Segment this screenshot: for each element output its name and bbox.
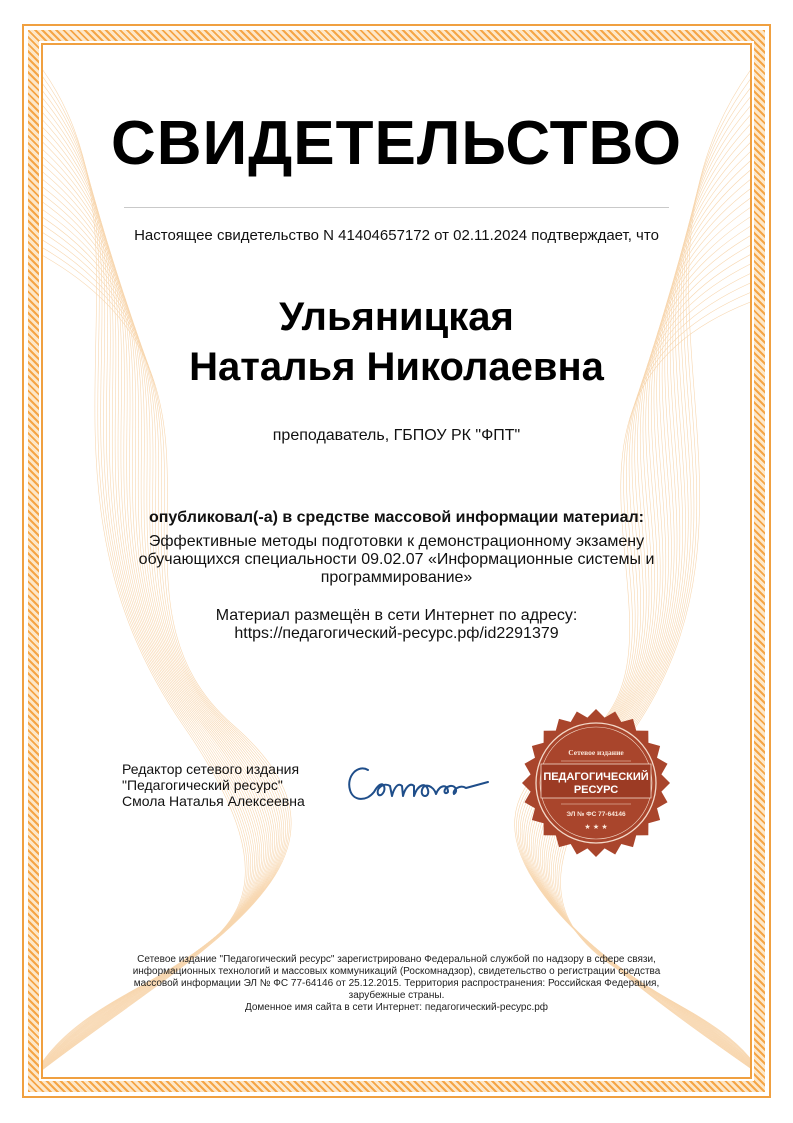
recipient-name bbox=[0, 292, 793, 392]
recipient-surname: Ульяницкая bbox=[279, 295, 514, 339]
registration-text: Сетевое издание "Педагогический ресурс" зарегистрировано Федеральной службой по надзору в сфере связи, информационных технологий и массовых коммуникаций (Роскомнадзор), свидетельство о регистрации средства массовой информации ЭЛ № ФС 77-64146 от 25.12.2015. Территория распространения: Российская Федерация, зарубежные страны. bbox=[132, 954, 661, 1001]
editor-name: Смола Наталья Алексеевна bbox=[122, 793, 305, 809]
svg-text:Сетевое издание: Сетевое издание bbox=[568, 748, 624, 757]
publisher-stamp bbox=[521, 703, 671, 863]
address-url: https://педагогический-ресурс.рф/id2291379 bbox=[234, 625, 559, 642]
recipient-given-names: Наталья Николаевна bbox=[189, 345, 604, 389]
svg-text:ЭЛ № ФС 77-64146: ЭЛ № ФС 77-64146 bbox=[566, 811, 626, 818]
certificate-intro: Настоящее свидетельство N 41404657172 от 02.11.2024 подтверждает, что bbox=[134, 227, 659, 244]
recipient-position: преподаватель, ГБПОУ РК "ФПТ" bbox=[272, 427, 521, 444]
editor-block bbox=[122, 761, 342, 809]
editor-publication: "Педагогический ресурс" bbox=[122, 777, 283, 793]
editor-signature bbox=[340, 752, 490, 812]
address-label: Материал размещён в сети Интернет по адресу: bbox=[215, 607, 578, 624]
certificate-title: СВИДЕТЕЛЬСТВО bbox=[111, 109, 682, 178]
material-address bbox=[0, 607, 793, 643]
material-title: Эффективные методы подготовки к демонстрационному экзамену обучающихся специальности 09.02.07 «Информационные системы и программирование» bbox=[138, 533, 655, 586]
svg-text:★ ★ ★: ★ ★ ★ bbox=[584, 823, 608, 831]
svg-text:ПЕДАГОГИЧЕСКИЙ: ПЕДАГОГИЧЕСКИЙ bbox=[543, 771, 649, 783]
registration-footer bbox=[120, 954, 673, 1014]
published-label: опубликовал(-а) в средстве массовой информации материал: bbox=[148, 509, 645, 526]
svg-text:РЕСУРС: РЕСУРС bbox=[573, 784, 619, 796]
domain-text: Доменное имя сайта в сети Интернет: педагогический-ресурс.рф bbox=[244, 1002, 549, 1013]
editor-role: Редактор сетевого издания bbox=[122, 761, 300, 777]
title-divider bbox=[124, 207, 669, 208]
